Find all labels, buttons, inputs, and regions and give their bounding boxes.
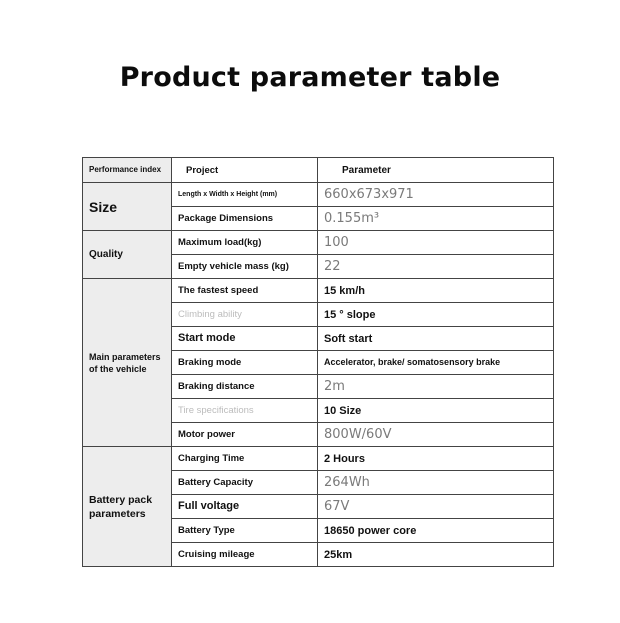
row-value: 22 — [318, 255, 554, 279]
table-row — [83, 183, 554, 207]
header-project: Project — [172, 158, 318, 183]
row-value: Soft start — [318, 327, 554, 351]
row-value: 2m — [318, 375, 554, 399]
row-project: Battery Capacity — [172, 471, 318, 495]
row-project: Charging Time — [172, 447, 318, 471]
row-project: Start mode — [172, 327, 318, 351]
row-project: Tire specifications — [172, 399, 318, 423]
row-project: Length x Width x Height (mm) — [172, 183, 318, 207]
group-main-parameters: Main parameters of the vehicle — [83, 279, 172, 447]
row-value: 15 km/h — [318, 279, 554, 303]
row-value: 18650 power core — [318, 519, 554, 543]
header-performance-index: Performance index — [83, 158, 172, 183]
group-battery-pack: Battery pack parameters — [83, 447, 172, 567]
row-project: Full voltage — [172, 495, 318, 519]
row-project: Package Dimensions — [172, 207, 318, 231]
group-quality: Quality — [83, 231, 172, 279]
parameter-table — [82, 157, 554, 567]
row-project: Battery Type — [172, 519, 318, 543]
row-value: 67V — [318, 495, 554, 519]
row-project: Climbing ability — [172, 303, 318, 327]
row-value: 100 — [318, 231, 554, 255]
table-row — [83, 231, 554, 255]
row-value: 15 ° slope — [318, 303, 554, 327]
row-value: 0.155m³ — [318, 207, 554, 231]
page-title: Product parameter table — [119, 62, 501, 93]
row-value: 10 Size — [318, 399, 554, 423]
row-project: Maximum load(kg) — [172, 231, 318, 255]
row-project: Braking distance — [172, 375, 318, 399]
row-value: Accelerator, brake/ somatosensory brake — [318, 351, 554, 375]
row-value: 660x673x971 — [318, 183, 554, 207]
row-project: The fastest speed — [172, 279, 318, 303]
group-size: Size — [83, 183, 172, 231]
table-header-row — [83, 158, 554, 183]
table-row — [83, 447, 554, 471]
row-project: Cruising mileage — [172, 543, 318, 567]
row-project: Empty vehicle mass (kg) — [172, 255, 318, 279]
header-parameter: Parameter — [318, 158, 554, 183]
row-value: 800W/60V — [318, 423, 554, 447]
row-value: 2 Hours — [318, 447, 554, 471]
row-project: Braking mode — [172, 351, 318, 375]
table-row — [83, 279, 554, 303]
row-project: Motor power — [172, 423, 318, 447]
row-value: 264Wh — [318, 471, 554, 495]
row-value: 25km — [318, 543, 554, 567]
